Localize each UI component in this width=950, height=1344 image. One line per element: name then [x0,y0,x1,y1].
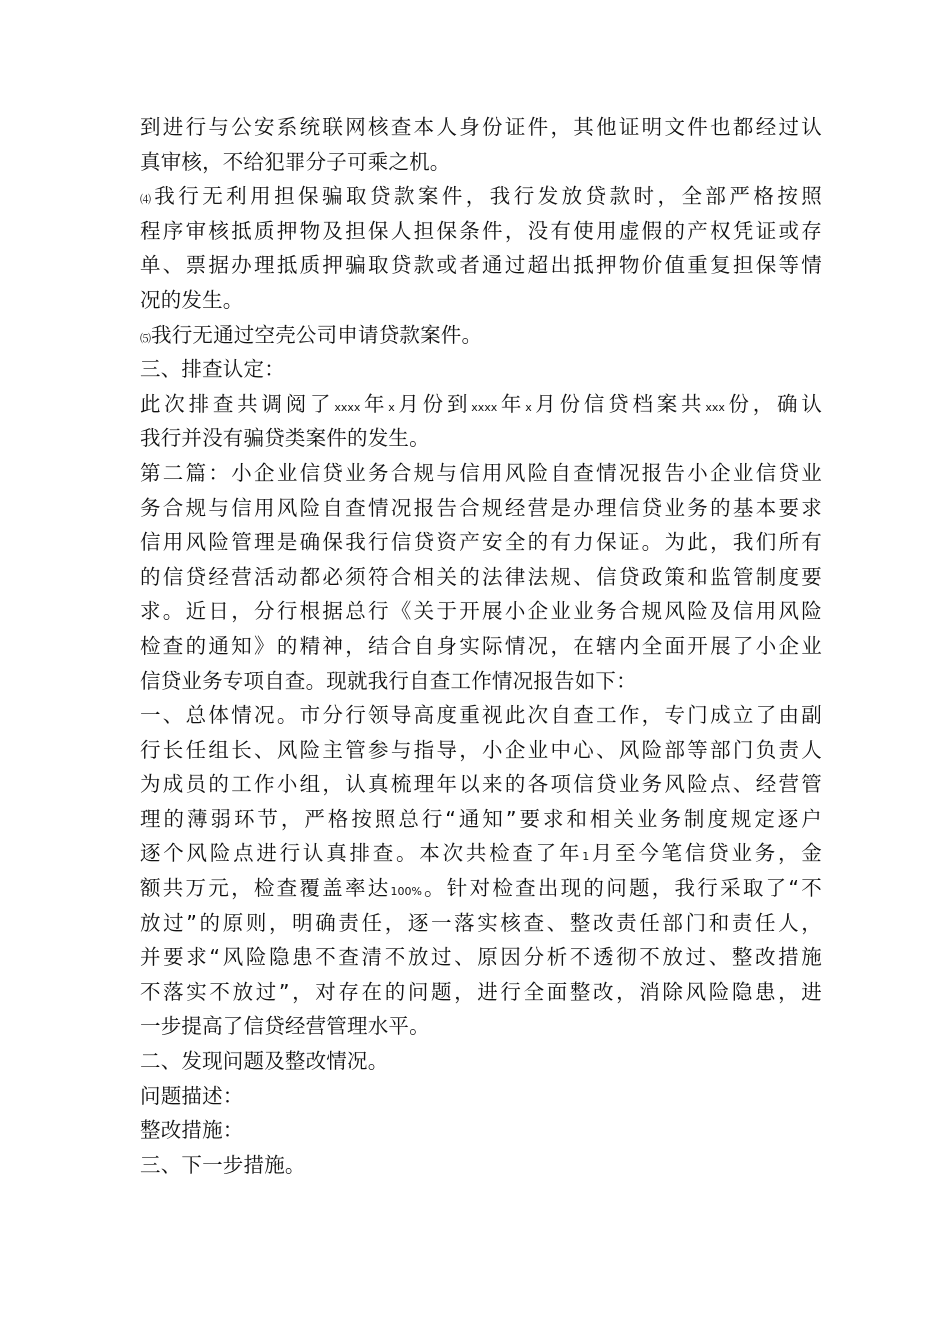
text-line: 为成员的工作小组，认真梳理年以来的各项信贷业务风险点、经营管 [140,772,822,797]
text-line: 信贷业务专项自查。现就我行自查工作情况报告如下： [140,668,637,693]
list-marker: ⑸ [140,331,151,345]
text-line [140,836,822,871]
text-line: 并要求“风险隐患不查清不放过、原因分析不透彻不放过、整改措施 [140,945,822,970]
line-text: 。针对检查出现的问题，我行采取了“不 [421,876,822,901]
inline-value: xxx [705,400,725,414]
line-text: 年 [360,391,389,416]
text-line: 二、发现问题及整改情况。 [140,1049,389,1074]
line-text: 此次排查共调阅了 [140,391,335,416]
text-line: 理的薄弱环节，严格按照总行“通知”要求和相关业务制度规定逐户 [140,806,822,831]
text-line: 三、排查认定： [140,357,285,382]
list-marker: ⑷ [140,193,155,207]
text-line: 求。近日，分行根据总行《关于开展小企业业务合规风险及信用风险 [140,599,822,624]
text-line: 的信贷经营活动都必须符合相关的法律法规、信贷政策和监管制度要 [140,564,822,589]
text-line [140,318,822,353]
line-text: 月至今笔信贷业务，金 [589,841,822,866]
text-line: 三、下一步措施。 [140,1152,306,1177]
text-line: 信用风险管理是确保我行信贷资产安全的有力保证。为此，我们所有 [140,530,822,555]
text-line: 行长任组长、风险主管参与指导，小企业中心、风险部等部门负责人 [140,737,822,762]
line-text: 额共万元，检查覆盖率达 [140,876,391,901]
line-text: 年 [497,391,526,416]
text-line: 务合规与信用风险自查情况报告合规经营是办理信贷业务的基本要求 [140,495,822,520]
line-text: 份，确认 [724,391,823,416]
text-line: 放过”的原则，明确责任，逐一落实核查、整改责任部门和责任人， [140,910,822,935]
text-line [140,387,822,422]
inline-value: 1 [582,850,590,864]
text-line: 问题描述： [140,1083,244,1108]
text-line: 况的发生。 [140,287,244,312]
line-text: 我行无利用担保骗取贷款案件，我行发放贷款时，全部严格按照 [154,184,822,209]
text-line: 我行并没有骗贷类案件的发生。 [140,426,430,451]
text-line: 到进行与公安系统联网核查本人身份证件，其他证明文件也都经过认 [140,115,822,139]
line-text: 逐个风险点进行认真排查。本次共检查了年 [140,841,583,866]
line-text: 我行无通过空壳公司申请贷款案件。 [151,322,483,347]
text-line: 第二篇：小企业信贷业务合规与信用风险自查情况报告小企业信贷业 [140,460,822,485]
document-body [140,110,822,1182]
text-line: 检查的通知》的精神，结合自身实际情况，在辖内全面开展了小企业 [140,633,822,658]
inline-value: 100% [390,885,422,899]
inline-value: x [388,400,395,414]
line-text: 月份信贷档案共 [531,391,706,416]
text-line [140,871,822,906]
inline-value: xxxx [471,400,498,414]
text-line: 不落实不放过”，对存在的问题，进行全面整改，消除风险隐患，进 [140,979,822,1004]
inline-value: x [525,400,532,414]
text-line: 单、票据办理抵质押骗取贷款或者通过超出抵押物价值重复担保等情 [140,253,822,278]
line-text: 月份到 [394,391,472,416]
text-line [140,179,822,214]
text-line: 整改措施： [140,1118,244,1143]
inline-value: xxxx [334,400,361,414]
text-line: 程序审核抵质押物及担保人担保条件，没有使用虚假的产权凭证或存 [140,218,822,243]
text-line: 一、总体情况。市分行领导高度重视此次自查工作，专门成立了由副 [140,703,822,728]
text-line: 一步提高了信贷经营管理水平。 [140,1014,430,1039]
text-line: 真审核，不给犯罪分子可乘之机。 [140,149,451,174]
